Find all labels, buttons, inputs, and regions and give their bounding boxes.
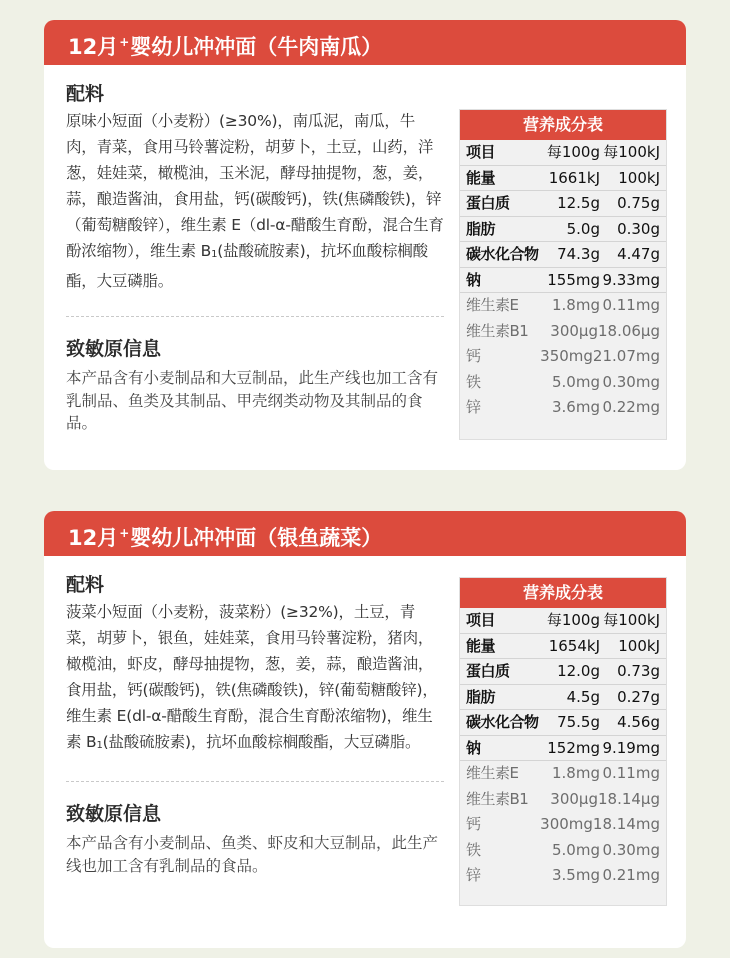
nutrition-row	[460, 863, 666, 889]
nutrition-table	[459, 109, 667, 440]
ingredients-part1: 菠菜小短面（小麦粉，菠菜粉）(≥32%)，土豆，青菜，胡萝卜，银鱼，娃娃菜，食用马铃薯淀粉，猪肉，橄榄油，虾皮，酵母抽提物，葱，姜，蒜，酿造酱油，食用盐，钙(碳酸钙)，铁(焦磷酸铁)，锌(葡萄糖酸锌)，维生素 E(dl-α-醋酸生育酚，混合生育酚浓缩物)，维生素 B	[66, 603, 438, 751]
nutrient-per100g: 5.0mg	[552, 840, 600, 859]
product-card	[44, 511, 686, 948]
nutrition-row	[460, 344, 666, 370]
nutrient-per100g: 300μg	[550, 321, 598, 340]
nutrition-table-title: 营养成分表	[460, 110, 666, 140]
header-per100kj: 每100kJ	[603, 143, 660, 161]
nutrient-per100g: 300mg	[540, 815, 593, 833]
nutrient-per100kj: 4.47g	[617, 245, 660, 263]
nutrient-name: 脂肪	[466, 687, 496, 706]
nutrition-row	[460, 761, 666, 787]
nutrient-per100g: 1.8mg	[552, 764, 600, 782]
nutrition-table	[459, 577, 667, 906]
nutrient-name: 钙	[466, 347, 481, 365]
allergen-text: 本产品含有小麦制品和大豆制品，此生产线也加工含有乳制品、鱼类及其制品、甲壳纲类动物及其制品的食品。	[66, 369, 439, 432]
nutrient-per100kj: 0.11mg	[602, 296, 660, 314]
allergen-title: 致敏原信息	[66, 338, 162, 360]
nutrient-name: 铁	[466, 840, 481, 859]
nutrition-row	[460, 685, 666, 711]
nutrition-row	[460, 370, 666, 396]
nutrient-per100kj: 21.07mg	[592, 347, 660, 365]
nutrition-row	[460, 293, 666, 319]
ingredients-subscript: 1	[96, 740, 103, 751]
nutrient-per100g: 3.5mg	[552, 866, 600, 884]
product-title	[44, 20, 686, 65]
title-plus: +	[119, 526, 130, 540]
nutrition-header-row	[460, 140, 666, 166]
nutrient-per100g: 5.0g	[566, 219, 600, 238]
nutrition-rows	[460, 166, 666, 421]
nutrient-per100kj: 0.11mg	[602, 764, 660, 782]
nutrient-name: 维生素B1	[466, 321, 529, 340]
nutrient-name: 钠	[466, 270, 481, 289]
nutrition-row	[460, 736, 666, 762]
nutrient-name: 维生素E	[466, 296, 519, 314]
nutrient-per100kj: 18.06μg	[597, 321, 660, 340]
nutrient-per100kj: 9.33mg	[602, 270, 660, 289]
ingredients-text	[66, 599, 444, 759]
nutrient-name: 能量	[466, 636, 496, 655]
header-item: 项目	[466, 143, 496, 161]
title-name: 婴幼儿冲冲面（银鱼蔬菜）	[130, 526, 383, 550]
header-per100g: 每100g	[546, 143, 600, 161]
nutrient-name: 蛋白质	[466, 194, 510, 212]
ingredients-title: 配料	[66, 83, 105, 105]
ingredients-part1: 原味小短面（小麦粉）(≥30%)，南瓜泥，南瓜，牛肉，青菜，食用马铃薯淀粉，胡萝卜，土豆，山药，洋葱，娃娃菜，橄榄油，玉米泥，酵母抽提物，葱，姜，蒜，酿造酱油，食用盐，钙(碳酸钙)，铁(焦磷酸铁)，锌（葡萄糖酸锌），维生素 E（dl-α-醋酸生育酚，混合生育酚浓缩物），维生素 B	[66, 112, 444, 260]
header-item: 项目	[466, 611, 496, 629]
nutrient-per100kj: 0.30g	[617, 219, 660, 238]
nutrient-per100kj: 100kJ	[618, 168, 660, 187]
nutrition-row	[460, 710, 666, 736]
nutrient-per100kj: 0.30mg	[602, 840, 660, 859]
header-per100g: 每100g	[546, 611, 600, 629]
nutrient-per100g: 1654kJ	[548, 636, 600, 655]
nutrient-per100kj: 0.75g	[617, 194, 660, 212]
nutrient-per100kj: 0.73g	[617, 662, 660, 680]
nutrient-per100kj: 0.30mg	[602, 372, 660, 391]
nutrition-rows	[460, 634, 666, 889]
ingredients-section	[66, 571, 444, 877]
nutrient-per100kj: 9.19mg	[602, 738, 660, 757]
nutrition-row	[460, 812, 666, 838]
ingredients-subscript: 1	[211, 249, 218, 260]
nutrient-per100kj: 0.21mg	[602, 866, 660, 884]
nutrient-per100kj: 0.27g	[617, 687, 660, 706]
nutrient-name: 锌	[466, 866, 481, 884]
nutrient-name: 脂肪	[466, 219, 496, 238]
ingredients-section	[66, 80, 444, 435]
nutrient-per100g: 152mg	[547, 738, 600, 757]
nutrition-row	[460, 838, 666, 864]
nutrition-row	[460, 191, 666, 217]
ingredients-text	[66, 108, 444, 294]
nutrient-per100g: 12.0g	[557, 662, 600, 680]
nutrient-name: 能量	[466, 168, 496, 187]
nutrient-per100kj: 18.14mg	[592, 815, 660, 833]
nutrient-per100kj: 0.22mg	[602, 398, 660, 416]
nutrient-per100g: 12.5g	[557, 194, 600, 212]
product-title	[44, 511, 686, 556]
nutrient-name: 钙	[466, 815, 481, 833]
nutrient-name: 钠	[466, 738, 481, 757]
nutrition-row	[460, 634, 666, 660]
dashed-divider	[66, 781, 444, 782]
nutrition-row	[460, 268, 666, 294]
header-per100kj: 每100kJ	[603, 611, 660, 629]
nutrition-table-title: 营养成分表	[460, 578, 666, 608]
nutrition-header-row	[460, 608, 666, 634]
nutrient-per100kj: 4.56g	[617, 713, 660, 731]
dashed-divider	[66, 316, 444, 317]
nutrient-per100g: 300μg	[550, 789, 598, 808]
nutrient-name: 维生素B1	[466, 789, 529, 808]
nutrient-per100g: 3.6mg	[552, 398, 600, 416]
nutrient-per100g: 350mg	[540, 347, 593, 365]
nutrient-name: 锌	[466, 398, 481, 416]
nutrient-name: 蛋白质	[466, 662, 510, 680]
title-plus: +	[119, 35, 130, 49]
nutrition-row	[460, 217, 666, 243]
title-name: 婴幼儿冲冲面（牛肉南瓜）	[130, 35, 383, 59]
nutrient-per100kj: 18.14μg	[597, 789, 660, 808]
nutrient-name: 碳水化合物	[466, 245, 539, 263]
product-card	[44, 20, 686, 470]
nutrient-name: 碳水化合物	[466, 713, 539, 731]
ingredients-title: 配料	[66, 574, 105, 596]
nutrient-per100g: 1661kJ	[548, 168, 600, 187]
nutrient-per100g: 75.5g	[557, 713, 600, 731]
nutrition-row	[460, 787, 666, 813]
allergen-title: 致敏原信息	[66, 803, 162, 825]
nutrition-row	[460, 659, 666, 685]
title-age: 12月	[68, 35, 119, 59]
nutrition-row	[460, 166, 666, 192]
ingredients-part2: (盐酸硫胺素)，抗坏血酸棕榈酸酯，大豆磷脂。	[66, 242, 428, 290]
nutrition-row	[460, 319, 666, 345]
nutrient-per100g: 4.5g	[566, 687, 600, 706]
allergen-text: 本产品含有小麦制品、鱼类、虾皮和大豆制品，此生产线也加工含有乳制品的食品。	[66, 834, 439, 875]
nutrient-per100kj: 100kJ	[618, 636, 660, 655]
ingredients-part2: (盐酸硫胺素)，抗坏血酸棕榈酸酯，大豆磷脂。	[102, 733, 421, 751]
nutrient-per100g: 5.0mg	[552, 372, 600, 391]
nutrient-per100g: 1.8mg	[552, 296, 600, 314]
title-age: 12月	[68, 526, 119, 550]
nutrient-name: 铁	[466, 372, 481, 391]
nutrition-row	[460, 242, 666, 268]
nutrient-per100g: 155mg	[547, 270, 600, 289]
nutrient-name: 维生素E	[466, 764, 519, 782]
nutrition-row	[460, 395, 666, 421]
nutrient-per100g: 74.3g	[557, 245, 600, 263]
